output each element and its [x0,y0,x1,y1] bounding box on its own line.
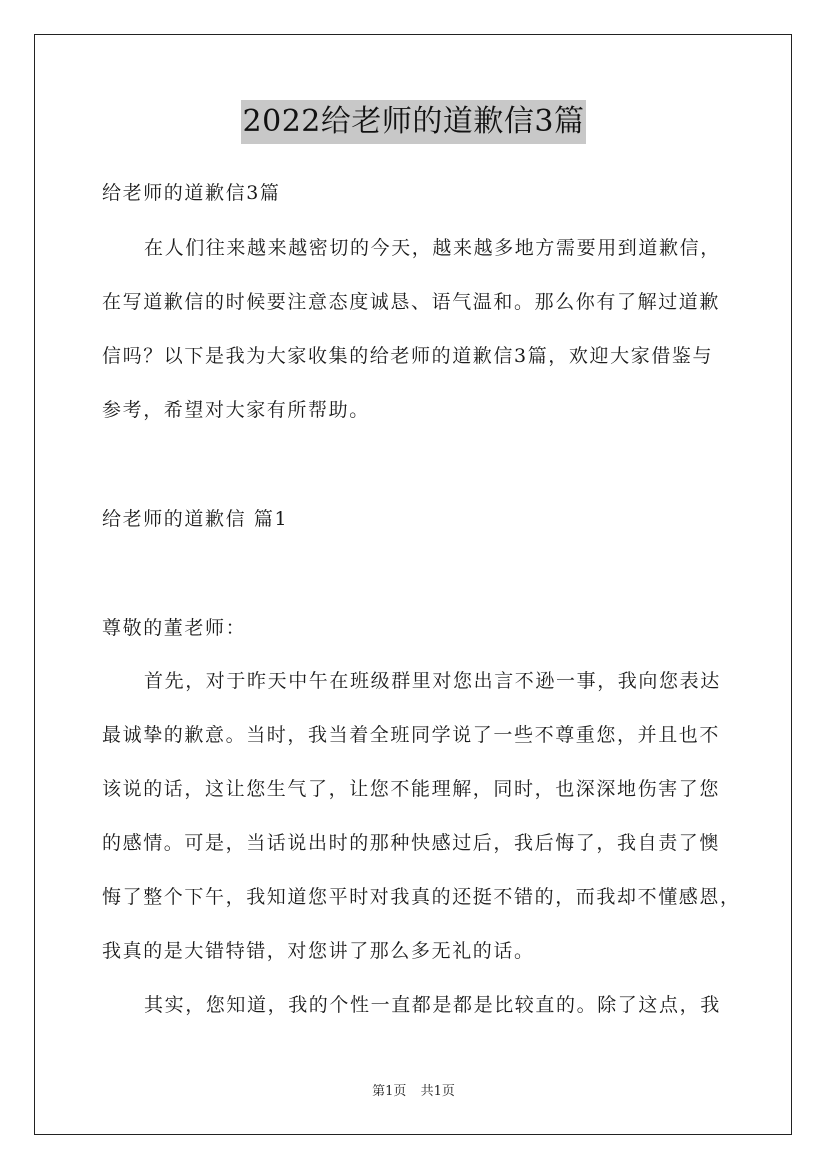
page-total: 共1页 [420,1084,455,1099]
document-title: 2022给老师的道歉信3篇 [241,100,587,144]
body-line: 悔了整个下午，我知道您平时对我真的还挺不错的，而我却不懂感恩， [102,886,741,908]
body-line: 的感情。可是，当话说出时的那种快感过后，我后悔了，我自责了懊 [102,832,721,854]
intro-line: 在写道歉信的时候要注意态度诚恳、语气温和。那么你有了解过道歉 [102,291,721,313]
intro-line: 在人们往来越来越密切的今天，越来越多地方需要用到道歉信， [144,237,721,259]
body-line: 我真的是大错特错，对您讲了那么多无礼的话。 [102,940,535,962]
salutation: 尊敬的董老师： [102,617,247,639]
page-number: 第1页 [372,1084,407,1099]
intro-line: 信吗？以下是我为大家收集的给老师的道歉信3篇，欢迎大家借鉴与 [102,345,714,367]
body-line: 首先，对于昨天中午在班级群里对您出言不逊一事，我向您表达 [144,670,721,692]
subtitle: 给老师的道歉信3篇 [102,182,281,204]
title-container [0,100,827,144]
section-heading: 给老师的道歉信 篇1 [102,508,289,530]
body-line: 最诚挚的歉意。当时，我当着全班同学说了一些不尊重您，并且也不 [102,724,721,746]
intro-line: 参考，希望对大家有所帮助。 [102,399,370,421]
body-line: 该说的话，这让您生气了，让您不能理解，同时，也深深地伤害了您 [102,778,721,800]
body-line: 其实，您知道，我的个性一直都是都是比较直的。除了这点，我 [144,994,721,1016]
page-footer [0,1083,827,1101]
